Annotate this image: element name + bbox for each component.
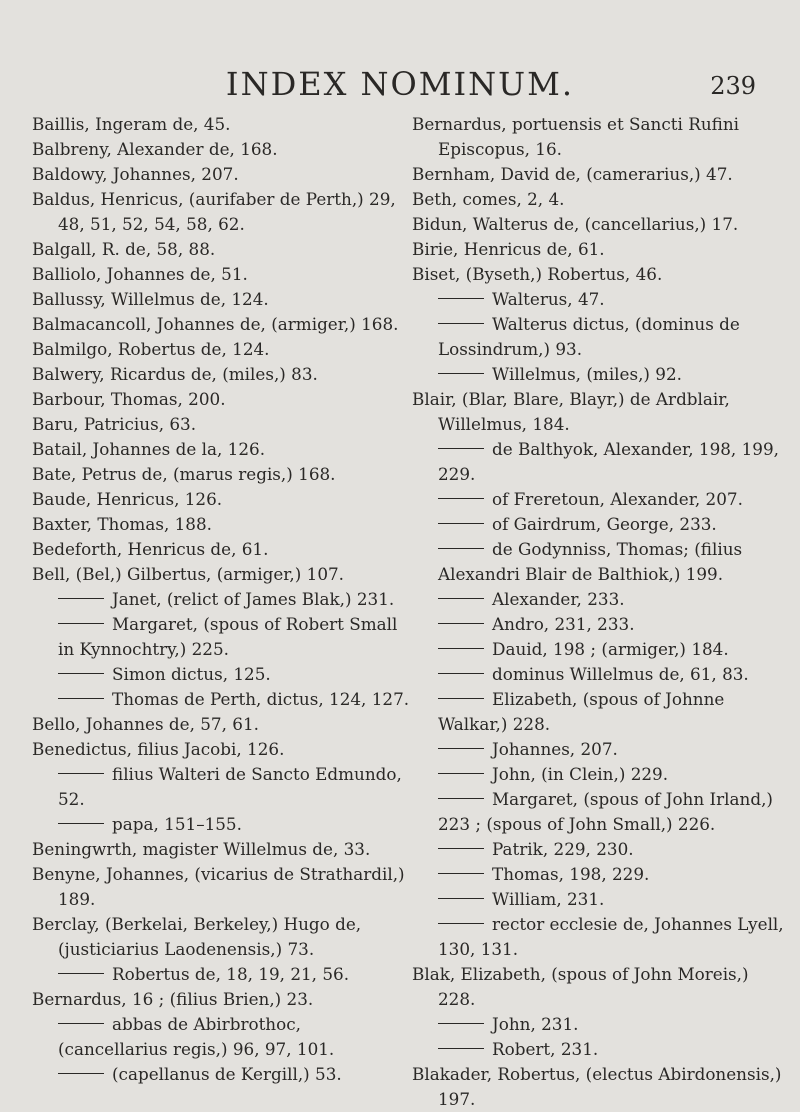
entry-text: John, (in Clein,) 229.: [492, 764, 669, 784]
entry-text: Margaret, (spous of Robert Small in Kynnochtry,) 225.: [58, 614, 398, 659]
index-entry: [412, 387, 784, 437]
index-entry: [412, 962, 784, 1012]
entry-text: de Balthyok, Alexander, 198, 199, 229.: [438, 439, 779, 484]
index-subentry: [412, 512, 784, 537]
entry-text: Blakader, Robertus, (electus Abirdonensis,) 197.: [412, 1064, 782, 1109]
index-subentry: [412, 287, 784, 312]
entry-text: Johannes, 207.: [492, 739, 618, 759]
ditto-dash: [438, 748, 484, 749]
entry-text: papa, 151–155.: [112, 814, 242, 834]
ditto-dash: [438, 1048, 484, 1049]
ditto-dash: [438, 798, 484, 799]
index-subentry: [412, 862, 784, 887]
entry-text: Baldowy, Johannes, 207.: [32, 164, 239, 184]
entry-text: Bernardus, 16 ; (filius Brien,) 23.: [32, 989, 314, 1009]
index-entry: [412, 262, 784, 287]
ditto-dash: [58, 823, 104, 824]
entry-text: Robertus de, 18, 19, 21, 56.: [112, 964, 350, 984]
index-subentry: [32, 662, 412, 687]
index-entry: [32, 437, 412, 462]
entry-text: (capellanus de Kergill,) 53.: [112, 1064, 342, 1084]
index-entry: [32, 112, 412, 137]
entry-text: Andro, 231, 233.: [492, 614, 635, 634]
entry-text: Baldus, Henricus, (aurifaber de Perth,) 29, 48, 51, 52, 54, 58, 62.: [32, 189, 396, 234]
entry-text: Balmacancoll, Johannes de, (armiger,) 168.: [32, 314, 399, 334]
entry-text: Walterus dictus, (dominus de Lossindrum,) 93.: [438, 314, 740, 359]
index-subentry: [32, 762, 412, 812]
ditto-dash: [438, 498, 484, 499]
entry-text: Blak, Elizabeth, (spous of John Moreis,) 228.: [412, 964, 749, 1009]
entry-text: filius Walteri de Sancto Edmundo, 52.: [58, 764, 402, 809]
ditto-dash: [438, 698, 484, 699]
entry-text: Baillis, Ingeram de, 45.: [32, 114, 231, 134]
ditto-dash: [438, 323, 484, 324]
index-entry: [32, 262, 412, 287]
ditto-dash: [438, 773, 484, 774]
index-subentry: [412, 762, 784, 787]
index-entry: [32, 312, 412, 337]
entry-text: Blair, (Blar, Blare, Blayr,) de Ardblair, Willelmus, 184.: [412, 389, 730, 434]
index-subentry: [412, 637, 784, 662]
index-entry: [32, 187, 412, 237]
entry-text: abbas de Abirbrothoc, (cancellarius regis,) 96, 97, 101.: [58, 1014, 335, 1059]
entry-text: Thomas, 198, 229.: [492, 864, 650, 884]
ditto-dash: [58, 973, 104, 974]
index-subentry: [32, 687, 412, 712]
entry-text: Baru, Patricius, 63.: [32, 414, 197, 434]
ditto-dash: [438, 598, 484, 599]
index-subentry: [412, 612, 784, 637]
index-entry: [32, 837, 412, 862]
index-subentry: [412, 487, 784, 512]
entry-text: Bate, Petrus de, (marus regis,) 168.: [32, 464, 336, 484]
index-entry: [32, 987, 412, 1012]
ditto-dash: [58, 1073, 104, 1074]
index-entry: [412, 112, 784, 162]
ditto-dash: [438, 523, 484, 524]
entry-text: of Gairdrum, George, 233.: [492, 514, 717, 534]
entry-text: Simon dictus, 125.: [112, 664, 271, 684]
entry-text: de Godynniss, Thomas; (filius Alexandri Blair de Balthiok,) 199.: [438, 539, 743, 584]
index-subentry: [412, 687, 784, 737]
ditto-dash: [58, 1023, 104, 1024]
ditto-dash: [438, 873, 484, 874]
entry-text: Ballussy, Willelmus de, 124.: [32, 289, 269, 309]
entry-text: Willelmus, (miles,) 92.: [492, 364, 682, 384]
entry-text: Balmilgo, Robertus de, 124.: [32, 339, 270, 359]
entry-text: Bernardus, portuensis et Sancti Rufini Episcopus, 16.: [412, 114, 740, 159]
ditto-dash: [438, 373, 484, 374]
index-entry: [32, 487, 412, 512]
index-subentry: [412, 887, 784, 912]
index-entry: [32, 337, 412, 362]
index-entry: [32, 712, 412, 737]
entry-text: Janet, (relict of James Blak,) 231.: [112, 589, 395, 609]
ditto-dash: [58, 773, 104, 774]
index-entry: [32, 137, 412, 162]
index-subentry: [32, 962, 412, 987]
entry-text: Biset, (Byseth,) Robertus, 46.: [412, 264, 663, 284]
entry-text: Bernham, David de, (camerarius,) 47.: [412, 164, 733, 184]
entry-text: Margaret, (spous of John Irland,) 223 ; (spous of John Small,) 226.: [438, 789, 773, 834]
entry-text: Birie, Henricus de, 61.: [412, 239, 605, 259]
entry-text: Balliolo, Johannes de, 51.: [32, 264, 248, 284]
index-subentry: [32, 812, 412, 837]
ditto-dash: [58, 698, 104, 699]
entry-text: Patrik, 229, 230.: [492, 839, 634, 859]
entry-text: dominus Willelmus de, 61, 83.: [492, 664, 749, 684]
index-entry: [412, 1062, 784, 1112]
entry-text: Beth, comes, 2, 4.: [412, 189, 565, 209]
index-entry: [32, 162, 412, 187]
index-subentry: [32, 587, 412, 612]
entry-text: Thomas de Perth, dictus, 124, 127.: [112, 689, 410, 709]
index-entry: [412, 212, 784, 237]
entry-text: Benedictus, filius Jacobi, 126.: [32, 739, 285, 759]
ditto-dash: [438, 548, 484, 549]
entry-text: Baude, Henricus, 126.: [32, 489, 223, 509]
page-title: INDEX NOMINUM.: [225, 65, 575, 103]
index-subentry: [412, 1012, 784, 1037]
ditto-dash: [438, 623, 484, 624]
entry-text: Benyne, Johannes, (vicarius de Strathardil,) 189.: [32, 864, 405, 909]
index-entry: [32, 362, 412, 387]
index-subentry: [412, 587, 784, 612]
ditto-dash: [438, 298, 484, 299]
ditto-dash: [438, 1023, 484, 1024]
entry-text: Barbour, Thomas, 200.: [32, 389, 226, 409]
index-entry: [32, 912, 412, 962]
index-entry: [32, 562, 412, 587]
ditto-dash: [58, 598, 104, 599]
index-entry: [32, 862, 412, 912]
index-subentry: [412, 662, 784, 687]
index-entry: [412, 237, 784, 262]
index-entry: [32, 512, 412, 537]
entry-text: Walterus, 47.: [492, 289, 605, 309]
ditto-dash: [438, 848, 484, 849]
entry-text: of Freretoun, Alexander, 207.: [492, 489, 743, 509]
entry-text: Balgall, R. de, 58, 88.: [32, 239, 216, 259]
index-subentry: [412, 787, 784, 837]
ditto-dash: [58, 673, 104, 674]
index-entry: [32, 387, 412, 412]
ditto-dash: [58, 623, 104, 624]
entry-text: Bedeforth, Henricus de, 61.: [32, 539, 269, 559]
index-subentry: [412, 312, 784, 362]
entry-text: Beningwrth, magister Willelmus de, 33.: [32, 839, 371, 859]
index-subentry: [412, 1037, 784, 1062]
index-subentry: [412, 837, 784, 862]
entry-text: Bello, Johannes de, 57, 61.: [32, 714, 259, 734]
entry-text: Bidun, Walterus de, (cancellarius,) 17.: [412, 214, 739, 234]
ditto-dash: [438, 673, 484, 674]
index-entry: [412, 162, 784, 187]
right-column: [412, 112, 784, 1112]
page-number: 239: [710, 72, 756, 100]
ditto-dash: [438, 923, 484, 924]
entry-text: rector ecclesie de, Johannes Lyell, 130, 131.: [438, 914, 784, 959]
ditto-dash: [438, 648, 484, 649]
index-entry: [32, 737, 412, 762]
entry-text: Baxter, Thomas, 188.: [32, 514, 212, 534]
entry-text: Berclay, (Berkelai, Berkeley,) Hugo de, (justiciarius Laodenensis,) 73.: [32, 914, 362, 959]
index-subentry: [412, 437, 784, 487]
entry-text: Balwery, Ricardus de, (miles,) 83.: [32, 364, 318, 384]
entry-text: Elizabeth, (spous of Johnne Walkar,) 228.: [438, 689, 725, 734]
index-subentry: [32, 612, 412, 662]
entry-text: John, 231.: [492, 1014, 579, 1034]
index-subentry: [32, 1012, 412, 1062]
index-entry: [32, 462, 412, 487]
index-entry: [32, 412, 412, 437]
entry-text: William, 231.: [492, 889, 605, 909]
index-entry: [32, 287, 412, 312]
entry-text: Alexander, 233.: [492, 589, 625, 609]
entry-text: Batail, Johannes de la, 126.: [32, 439, 266, 459]
index-entry: [32, 237, 412, 262]
index-subentry: [412, 537, 784, 587]
index-subentry: [412, 912, 784, 962]
entry-text: Dauid, 198 ; (armiger,) 184.: [492, 639, 729, 659]
index-subentry: [412, 362, 784, 387]
ditto-dash: [438, 448, 484, 449]
ditto-dash: [438, 898, 484, 899]
entry-text: Bell, (Bel,) Gilbertus, (armiger,) 107.: [32, 564, 345, 584]
entry-text: Balbreny, Alexander de, 168.: [32, 139, 278, 159]
page-header: [0, 64, 800, 104]
index-subentry: [412, 737, 784, 762]
left-column: [32, 112, 412, 1087]
index-subentry: [32, 1062, 412, 1087]
entry-text: Robert, 231.: [492, 1039, 599, 1059]
index-entry: [412, 187, 784, 212]
index-entry: [32, 537, 412, 562]
